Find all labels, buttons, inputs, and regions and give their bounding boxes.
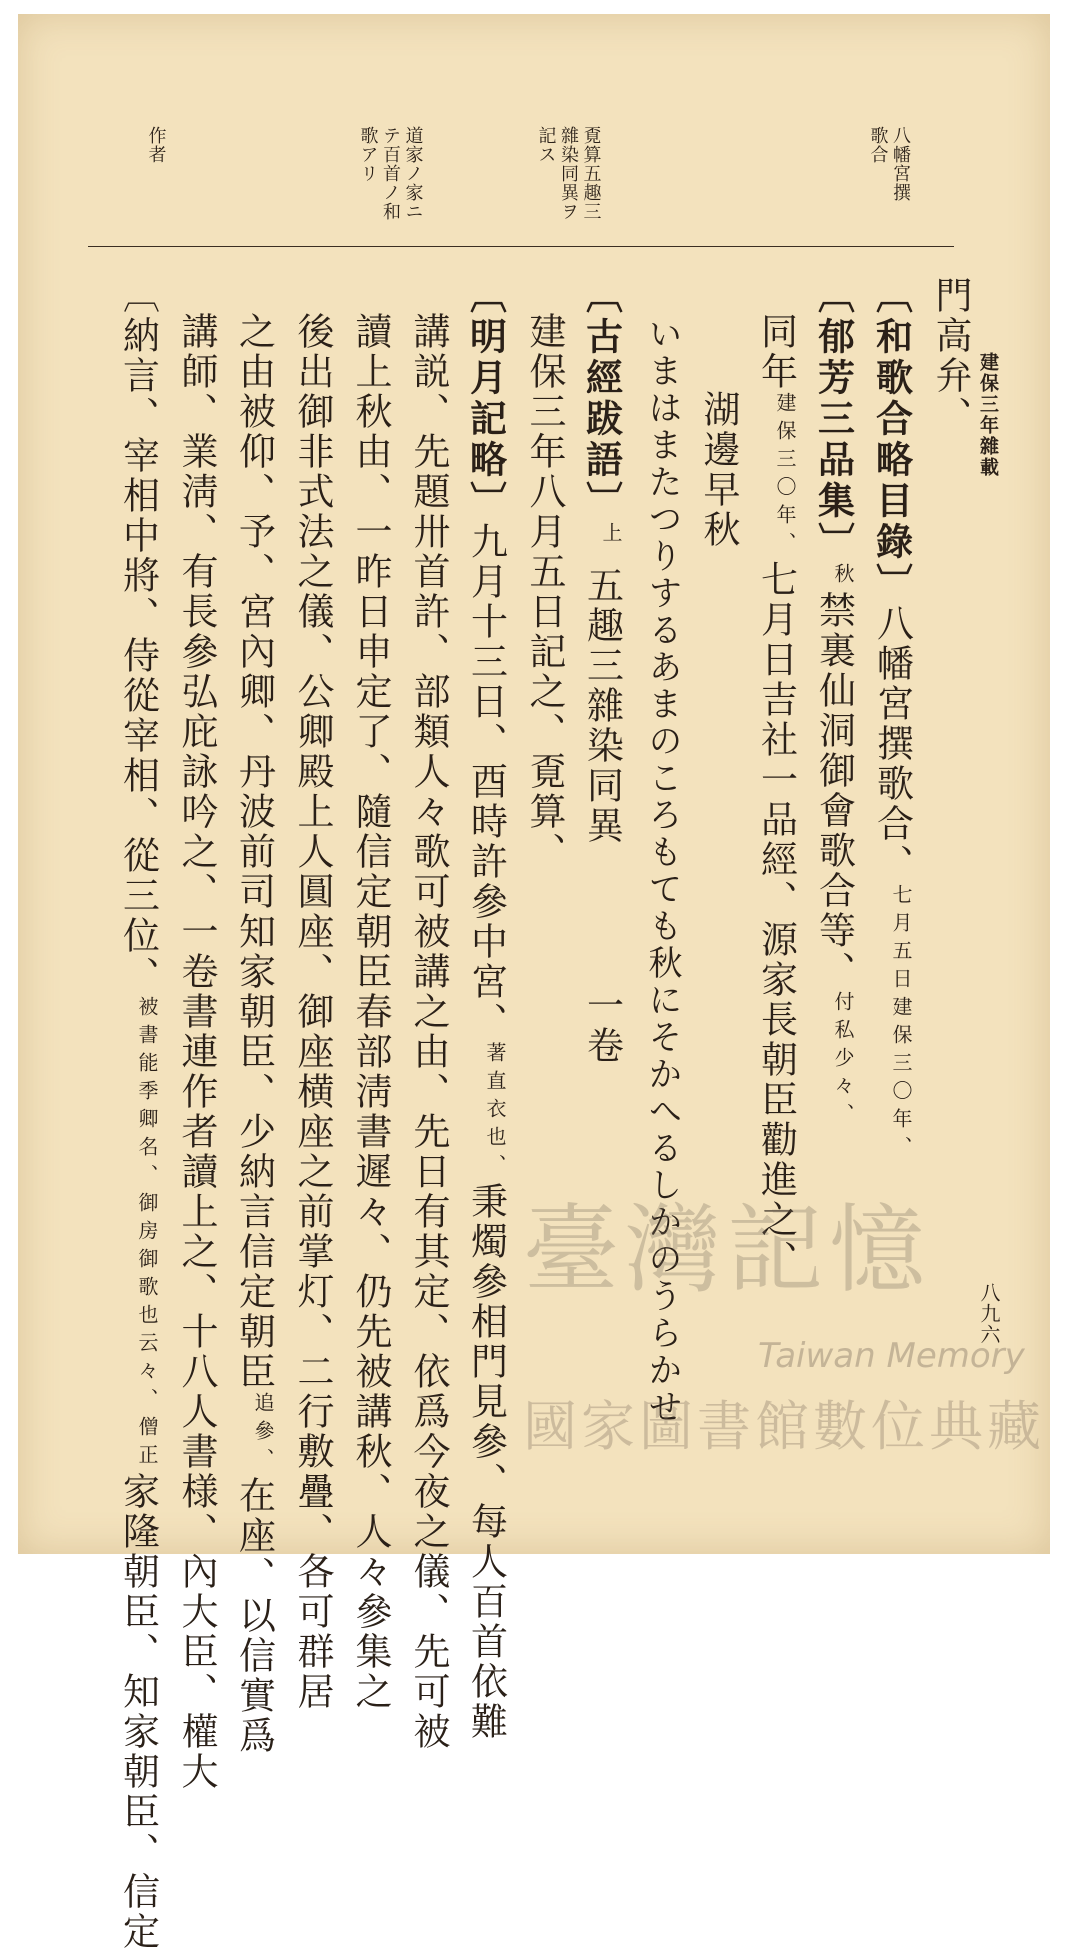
column-13: 之由被仰、予、宮內卿、丹波前司知家朝臣、少納言信定朝臣追參、在座、以信實爲 [232, 312, 276, 1756]
source-title-meigetsu: 〔明月記略〕 [463, 276, 508, 522]
column-15: 〔納言、宰相中將、侍從宰相、從三位、被書能季卿名、御房御歌也云々、僧正家隆朝臣、知家朝臣、信定 [116, 276, 160, 1952]
column-4: 同年建保三〇年、七月日吉社一品經、源家長朝臣勸進之、 [754, 312, 798, 1280]
watermark-sub: 國家圖書館數位典藏 [523, 1395, 1045, 1458]
watermark-english: Taiwan Memory [758, 1336, 1025, 1376]
column-11: 讀上秋由、一昨日申定了、隨信定朝臣春部淸書遲々、仍先被講秋、人々參集之 [349, 312, 392, 1712]
header-rule [88, 246, 954, 247]
column-12: 後出御非式法之儀、公卿殿上人圓座、御座横座之前掌灯、二行敷疊、各可群居 [291, 312, 334, 1712]
column-5-poem-title: 湖邊早秋 [697, 390, 740, 550]
margin-note-1: 八幡宮撰歌合 [867, 126, 911, 202]
column-7: 〔古經跋語〕上五趣三雜染同異一卷 [579, 276, 624, 1066]
margin-note-3: 道家ノ家ニテ百首ノ和歌アリ [357, 126, 424, 221]
column-10: 講説、先題卅首許、部類人々歌可被講之由、先日有其定、依爲今夜之儀、先可被 [407, 312, 450, 1752]
margin-note-4: 作者 [145, 126, 167, 164]
book-page [18, 14, 1050, 1952]
source-title-ikuhou: 〔郁芳三品集〕 [811, 276, 856, 563]
column-1: 門高弁、 [929, 276, 972, 436]
column-6-poem: いまはまたつりするあまのころもても秋にそかへるしかのうらかせ [642, 316, 682, 1426]
column-9: 〔明月記略〕九月十三日、酉時許參中宮、著直衣也、秉燭參相門見參、每人百首依難 [463, 276, 508, 1742]
column-8: 建保三年八月五日記之、覔算、 [523, 312, 566, 872]
source-title-kokyo: 〔古經跋語〕 [579, 276, 624, 522]
watermark-main: 臺灣記憶 [523, 1194, 931, 1306]
page-number: 八九六 [977, 1282, 1001, 1345]
column-14: 講師、業淸、有長參弘庇詠吟之、一卷書連作者讀上之、十八人書様、內大臣、權大 [175, 312, 218, 1792]
column-3: 〔郁芳三品集〕秋禁裏仙洞御會歌合等、付私少々、 [811, 276, 856, 1131]
running-title: 建保三年雜載 [977, 352, 999, 478]
source-title-waka: 〔和歌合略目錄〕 [869, 276, 914, 604]
margin-note-2: 覔算五趣三雜染同異ヲ記ス [535, 126, 602, 221]
column-2: 〔和歌合略目錄〕八幡宮撰歌合、七月五日建保三〇年、 [869, 276, 914, 1164]
